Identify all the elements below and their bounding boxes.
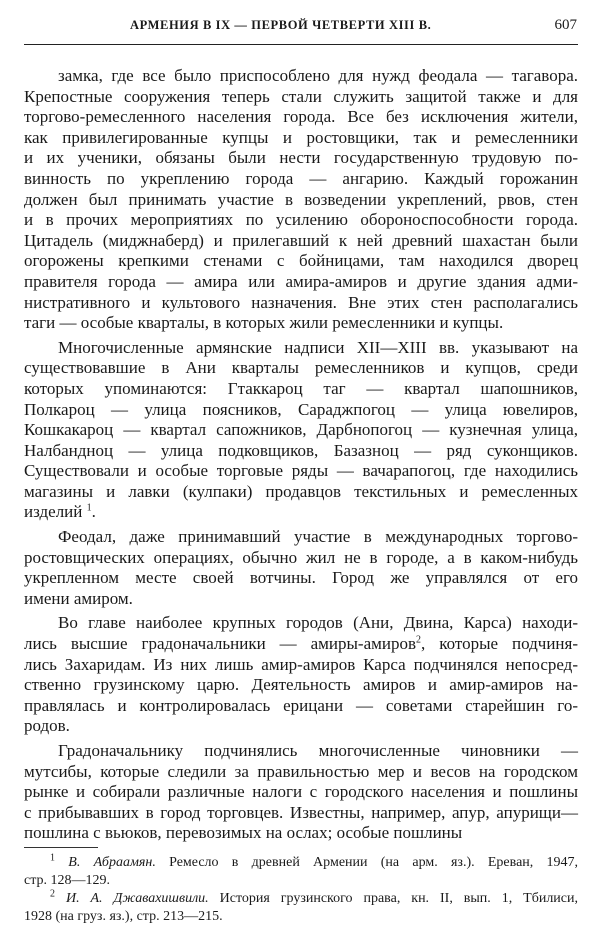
line-text: Кошкакароц — квартал сапожников, Дарбнопогоц — кузнечная улица, [24, 420, 578, 440]
line-text: Полкароц — улица поясников, Сараджпогоц — улица ювелиров, [24, 399, 578, 419]
text-line [24, 420, 578, 441]
text-line [24, 210, 578, 231]
footnote-author: В. Абраамян. [68, 855, 156, 870]
line-text: должен был принимать участие в возведении укреплений, рвов, стен [24, 189, 578, 209]
line-text: существовавшие в Ани кварталы ремесленников и купцов, среди [24, 358, 578, 378]
line-text: лись высшие градоначальники — амиры-амиров [24, 634, 417, 654]
text-line [24, 293, 578, 314]
footnotes [24, 854, 578, 926]
footnote-1 [24, 854, 578, 872]
paragraph [24, 66, 578, 334]
line-text: как привилегированные купцы и ростовщики, так и ремесленники [24, 127, 578, 147]
text-line [24, 782, 578, 803]
line-text: мутсибы, которые следили за правильностью мер и весов на городском [24, 761, 578, 781]
text-line [24, 696, 578, 717]
text-line [24, 461, 578, 482]
line-text: ственно грузинскому царю. Деятельность амиров и амир-амиров на- [24, 675, 578, 695]
text-line [24, 379, 578, 400]
line-text: , которые подчиня- [421, 634, 579, 654]
text-line [24, 762, 578, 783]
text-line [24, 400, 578, 421]
text-line [24, 313, 578, 334]
footnote-text: Ремесло в древней Армении (на арм. яз.). Ереван, 1947, [169, 855, 579, 870]
line-text: Цитадель (миджнаберд) и прилегавший к ней древний шахастан были [24, 230, 578, 250]
text-line [24, 87, 578, 108]
body-text [24, 66, 578, 844]
line-text: с прибывавших в город торговцев. Известны, например, апур, апурищи— [24, 802, 578, 822]
footnote-mark: 1 [50, 852, 55, 864]
footnote-rule [24, 847, 98, 848]
paragraph [24, 338, 578, 523]
paragraph [24, 741, 578, 844]
text-line [24, 634, 578, 655]
footnote-2-cont: 1928 (на груз. яз.), стр. 213—215. [24, 909, 223, 924]
text-line [24, 169, 578, 190]
text-line [24, 251, 578, 272]
paragraph [24, 527, 578, 609]
line-text: имени амиром. [24, 588, 133, 608]
footnote-ref: 1 [86, 502, 92, 514]
line-text: винность по укреплению города — ангарию. Каждый горожанин [24, 168, 578, 188]
text-line [24, 716, 578, 737]
footnote-ref: 2 [416, 634, 422, 646]
header-rule [24, 44, 578, 45]
page-number: 607 [554, 17, 577, 33]
line-text: замка, где все было приспособлено для нужд феодала — тагавора. [58, 66, 578, 85]
running-title: АРМЕНИЯ В IX — ПЕРВОЙ ЧЕТВЕРТИ XIII В. [130, 18, 432, 32]
line-text: торгово-ремесленного населения города. Все без исключения жители, [24, 107, 578, 127]
line-text: родов. [24, 716, 70, 736]
text-line [24, 823, 578, 844]
paragraph [24, 613, 578, 737]
footnote-2 [24, 890, 578, 908]
text-line [24, 675, 578, 696]
text-line [24, 803, 578, 824]
text-line [24, 655, 578, 676]
line-text: правлялась и контролировалась ерицани — советами старейшин го- [24, 695, 578, 715]
line-text: и их ученики, обязаны были нести государственную трудовую по- [24, 148, 578, 168]
line-text: Во главе наиболее крупных городов (Ани, Двина, Карса) находи- [58, 613, 578, 633]
line-text: лись Захаридам. Из них лишь амир-амиров Карса подчинялся непосред- [24, 654, 578, 674]
footnote-1-cont: стр. 128—129. [24, 873, 111, 888]
text-line [24, 548, 578, 569]
line-text: рынке и собирали различные налоги с городского населения и пошлины [24, 782, 578, 802]
line-text: правителя города — амира или амира-амиров и другие здания адми- [24, 271, 578, 291]
text-line [24, 148, 578, 169]
footnote-text: История грузинского права, кн. II, вып. 1, Тбилиси, [219, 891, 579, 906]
line-text: которых упоминаются: Гтаккароц таг — квартал шапошников, [24, 378, 578, 398]
text-line [24, 589, 578, 610]
text-line [24, 190, 578, 211]
line-text: огорожены крепкими стенами с бойницами, там находился дворец [24, 251, 578, 271]
line-text: Крепостные сооружения теперь стали служить защитой также и для [24, 86, 578, 106]
text-line [24, 613, 578, 634]
text-line [24, 358, 578, 379]
footnote-author: И. А. Джавахишвили. [65, 891, 209, 906]
line-text: таги — особые кварталы, в которых жили ремесленники и купцы. [24, 313, 504, 333]
text-line [24, 272, 578, 293]
line-text: нистративного и культового назначения. Вне этих стен располагались [24, 292, 578, 312]
line-text: Налбандноц — улица подковщиков, Базазноц — ряд суконщиков. [24, 440, 578, 460]
text-line [24, 441, 578, 462]
text-line [24, 128, 578, 149]
line-text: магазины и лавки (кулпаки) продавцов текстильных и ремесленных [24, 481, 578, 501]
text-line [24, 568, 578, 589]
line-text: и в прочих мероприятиях по усилению обороноспособности города. [24, 210, 578, 230]
line-text: Существовали и особые торговые ряды — вачарапогоц, где находились [24, 461, 578, 481]
text-line [24, 231, 578, 252]
line-text: Феодал, даже принимавший участие в международных торгово- [58, 527, 578, 547]
line-text: Градоначальнику подчинялись многочисленные чиновники — [58, 741, 578, 760]
text-line [24, 107, 578, 128]
text-line [24, 338, 578, 359]
line-text: изделий [24, 502, 83, 522]
line-text: укрепленном месте своей вотчины. Город же управлялся от его [24, 568, 578, 588]
line-text: ростовщических операциях, обычно жил не в городе, а в каком-нибудь [24, 547, 578, 567]
text-line [24, 66, 578, 87]
text-line [24, 741, 578, 762]
text-line [24, 482, 578, 503]
text-line [24, 527, 578, 548]
line-text: Многочисленные армянские надписи XII—XIII вв. указывают на [58, 337, 578, 357]
text-line [24, 502, 578, 523]
footnote-mark: 2 [50, 888, 55, 900]
punctuation: . [91, 502, 96, 522]
line-text: пошлина с вьюков, перевозимых на ослах; особые пошлины [24, 823, 463, 843]
